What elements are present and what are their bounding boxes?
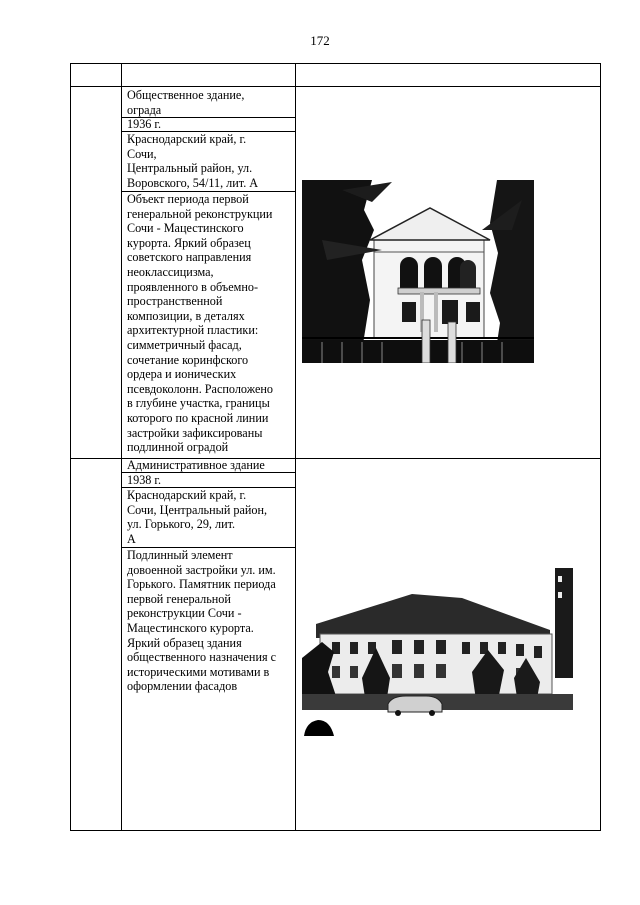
row-1-address: Краснодарский край, г. Сочи, Центральный район, ул. Воровского, 54/11, лит. А (127, 132, 259, 190)
table-border-left (70, 63, 71, 831)
table-border-top (70, 63, 601, 64)
row-1-year: 1936 г. (127, 117, 162, 131)
row-2-year: 1938 г. (127, 473, 162, 487)
table-border-right (600, 63, 601, 831)
row-2-building-photo (302, 568, 573, 736)
table-border-bottom (70, 830, 601, 831)
column-divider-2 (295, 63, 296, 831)
row-2-address: Краснодарский край, г. Сочи, Центральный район, ул. Горького, 29, лит. А (127, 488, 268, 546)
page-number: 172 (310, 33, 330, 48)
row-1-description: Объект периода первой генеральной реконструкции Сочи - Мацестинского курорта. Яркий образец советского направления неоклассицизма, проявленного в объемно- пространственной композиции, в деталях архитектурной пластики: симметричный фасад, сочетание коринфского ордера и ионических псевдоколонн. Расположено в глубине участка, границы которого по красной линии застройки зафиксированы подлинной оградой (127, 192, 273, 455)
row-1-object-name: Общественное здание, ограда (127, 88, 245, 117)
row-1-building-photo (302, 180, 534, 363)
row-2-object-name: Административное здание (127, 458, 265, 472)
table-header-bottom (70, 86, 601, 87)
row-2-description: Подлинный элемент довоенной застройки ул. им. Горького. Памятник периода первой генеральной реконструкции Сочи - Мацестинского курорта. Яркий образец здания общественного назначения с историческими мотивами в оформлении фасадов (127, 548, 277, 694)
column-divider-1 (121, 63, 122, 831)
